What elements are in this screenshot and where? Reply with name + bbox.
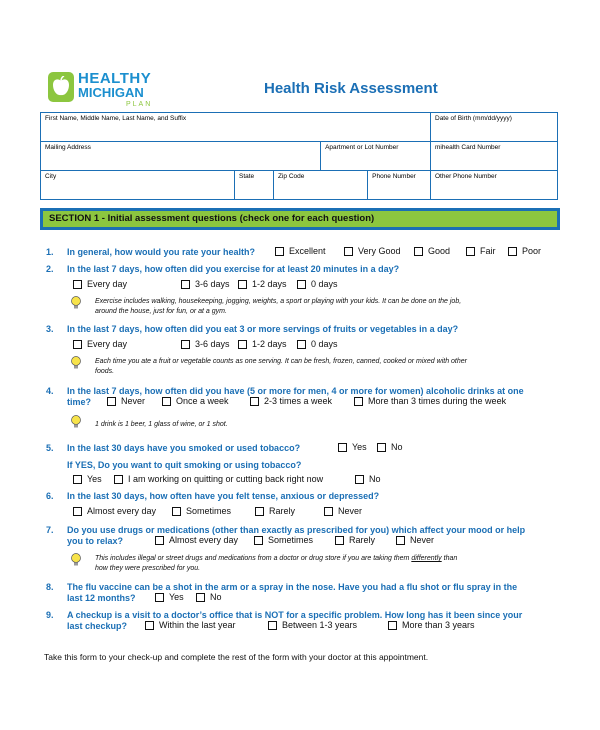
q8-option-no[interactable] — [196, 592, 222, 602]
q1-option-very-good[interactable] — [344, 246, 401, 256]
option-label: Yes — [169, 592, 184, 602]
q5-follow-option-no[interactable] — [355, 474, 381, 484]
option-label: Within the last year — [159, 620, 236, 630]
q8-text-line-2: last 12 months? — [67, 593, 136, 603]
checkbox[interactable] — [155, 536, 164, 545]
q8-text-line-1: The flu vaccine can be a shot in the arm or a spray in the nose. Have you had a flu shot or flu spray in the — [67, 582, 518, 592]
logo-line-1: HEALTHY — [78, 70, 152, 87]
phone-field[interactable] — [368, 171, 431, 200]
other-phone-field[interactable] — [431, 171, 558, 200]
checkbox[interactable] — [466, 247, 475, 256]
q9-number: 9. — [46, 610, 54, 620]
option-label: Almost every day — [169, 535, 239, 545]
mailing-address-field[interactable] — [41, 142, 321, 171]
section-title: SECTION 1 - Initial assessment questions (check one for each question) — [49, 213, 375, 224]
section-1-header — [40, 208, 560, 230]
option-label: Yes — [352, 442, 367, 452]
page-title: Health Risk Assessment — [264, 80, 438, 97]
q5-follow-option-yes[interactable] — [73, 474, 102, 484]
q7-option-sometimes[interactable] — [254, 535, 313, 545]
q7-text-line-1: Do you use drugs or medications (other than exactly as prescribed for you) which affect your mood or help — [67, 525, 526, 535]
option-label: No — [369, 474, 381, 484]
lightbulb-icon — [70, 415, 82, 429]
q6-number: 6. — [46, 491, 54, 501]
checkbox[interactable] — [255, 507, 264, 516]
q3-tip — [95, 357, 467, 376]
option-label: 2-3 times a week — [264, 396, 333, 406]
option-label: Sometimes — [186, 506, 232, 516]
q7-tip-line-2: how they were prescribed for you. — [95, 564, 201, 572]
card-number-field[interactable] — [431, 142, 558, 171]
lightbulb-icon — [70, 553, 82, 567]
checkbox[interactable] — [324, 507, 333, 516]
lightbulb-icon — [70, 356, 82, 370]
q7-option-rarely[interactable] — [335, 535, 375, 545]
checkbox[interactable] — [145, 621, 154, 630]
checkbox[interactable] — [73, 507, 82, 516]
q3-text: In the last 7 days, how often did you eat 3 or more servings of fruits or vegetables in a day? — [67, 324, 459, 334]
checkbox[interactable] — [73, 475, 82, 484]
q7-option-almost-every-day[interactable] — [155, 535, 238, 545]
apartment-field[interactable] — [321, 142, 431, 171]
checkbox[interactable] — [181, 280, 190, 289]
state-label: State — [239, 173, 255, 180]
option-label: I am working on quitting or cutting back right now — [128, 474, 324, 484]
q4-tip: 1 drink is 1 beer, 1 glass of wine, or 1 shot. — [95, 421, 228, 428]
checkbox[interactable] — [297, 340, 306, 349]
q6-option-never[interactable] — [324, 506, 362, 516]
option-label: Rarely — [349, 535, 376, 545]
q4-option-once-a-week[interactable] — [162, 396, 229, 406]
checkbox[interactable] — [114, 475, 123, 484]
option-label: Excellent — [289, 246, 326, 256]
checkbox[interactable] — [155, 593, 164, 602]
option-label: Every day — [87, 279, 128, 289]
option-label: Never — [410, 535, 435, 545]
checkbox[interactable] — [297, 280, 306, 289]
option-label: Sometimes — [268, 535, 314, 545]
q4-text-line-1: In the last 7 days, how often did you have (5 or more for men, 4 or more for women) alcoholic drinks at one — [67, 386, 524, 396]
checkbox[interactable] — [377, 443, 386, 452]
checkbox[interactable] — [238, 340, 247, 349]
option-label: 0 days — [311, 339, 338, 349]
checkbox[interactable] — [335, 536, 344, 545]
checkbox[interactable] — [268, 621, 277, 630]
q5-follow-text: If YES, Do you want to quit smoking or using tobacco? — [67, 460, 302, 470]
checkbox[interactable] — [396, 536, 405, 545]
card-label: mihealth Card Number — [435, 144, 501, 151]
option-label: Poor — [522, 246, 542, 256]
footer-instructions: Take this form to your check-up and complete the rest of the form with your doctor at this appointment. — [44, 652, 429, 662]
q2-option-0-days[interactable] — [297, 279, 338, 289]
option-label: Fair — [480, 246, 496, 256]
q3-tip-line-2: foods. — [95, 367, 115, 375]
q9-text-line-2: last checkup? — [67, 621, 128, 631]
checkbox[interactable] — [355, 475, 364, 484]
q3-number: 3. — [46, 324, 54, 334]
q7-tip-post: than — [441, 555, 458, 562]
checkbox[interactable] — [388, 621, 397, 630]
q6-text: In the last 30 days, how often have you felt tense, anxious or depressed? — [67, 491, 380, 501]
option-label: Never — [121, 396, 146, 406]
q1-option-good[interactable] — [414, 246, 450, 256]
option-label: More than 3 times during the week — [368, 396, 507, 406]
q1-number: 1. — [46, 247, 54, 257]
q7-tip — [95, 554, 457, 573]
phone-label: Phone Number — [372, 173, 416, 180]
q7-tip-emphasis: differently — [411, 555, 442, 562]
q4-text-line-2: time? — [67, 397, 92, 407]
option-label: 3-6 days — [195, 339, 230, 349]
lightbulb-icon — [70, 296, 82, 310]
healthy-michigan-logo — [48, 70, 178, 114]
q9-option-1-3-years[interactable] — [268, 620, 357, 630]
dob-label: Date of Birth (mm/dd/yyyy) — [435, 115, 512, 122]
option-label: Every day — [87, 339, 128, 349]
state-field[interactable] — [235, 171, 274, 200]
zip-label: Zip Code — [278, 173, 305, 180]
q4-option-2-3-times[interactable] — [250, 396, 332, 406]
checkbox[interactable] — [275, 247, 284, 256]
option-label: Rarely — [269, 506, 296, 516]
q7-option-never[interactable] — [396, 535, 434, 545]
option-label: 0 days — [311, 279, 338, 289]
member-info-table — [40, 112, 558, 200]
option-label: 1-2 days — [252, 339, 287, 349]
q4-number: 4. — [46, 386, 54, 396]
q7-number: 7. — [46, 525, 54, 535]
q8-option-yes[interactable] — [155, 592, 184, 602]
q6-option-sometimes[interactable] — [172, 506, 231, 516]
q1-option-fair[interactable] — [466, 246, 496, 256]
q1-option-poor[interactable] — [508, 246, 541, 256]
q2-option-1-2-days[interactable] — [238, 279, 287, 289]
city-field[interactable] — [41, 171, 235, 200]
checkbox[interactable] — [338, 443, 347, 452]
apartment-label: Apartment or Lot Number — [325, 144, 399, 151]
checkbox[interactable] — [172, 507, 181, 516]
option-label: 1-2 days — [252, 279, 287, 289]
option-label: 3-6 days — [195, 279, 230, 289]
checkbox[interactable] — [354, 397, 363, 406]
q7-tip-pre: This includes illegal or street drugs and medications from a doctor or drug store if you are taking them — [95, 555, 412, 562]
q3-tip-line-1: Each time you ate a fruit or vegetable counts as one serving. It can be fresh, frozen, canned, cooked or mixed with other — [95, 358, 467, 365]
q1-option-excellent[interactable] — [275, 246, 326, 256]
q3-option-1-2-days[interactable] — [238, 339, 287, 349]
q1-text: In general, how would you rate your health? — [67, 247, 256, 257]
q2-tip-line-1: Exercise includes walking, housekeeping, jogging, weights, a sport or playing with your kids. It can be done on the job, — [95, 298, 462, 305]
q2-option-every-day[interactable] — [73, 279, 127, 289]
city-label: City — [45, 173, 57, 180]
checkbox[interactable] — [73, 280, 82, 289]
checkbox[interactable] — [107, 397, 116, 406]
q9-option-more-than-3[interactable] — [388, 620, 475, 630]
checkbox[interactable] — [344, 247, 353, 256]
checkbox[interactable] — [414, 247, 423, 256]
q3-option-0-days[interactable] — [297, 339, 338, 349]
checkbox[interactable] — [250, 397, 259, 406]
q5-option-no[interactable] — [377, 442, 403, 452]
q5-text: In the last 30 days have you smoked or used tobacco? — [67, 443, 301, 453]
option-label: Between 1-3 years — [282, 620, 358, 630]
apple-icon — [48, 72, 74, 102]
q2-number: 2. — [46, 264, 54, 274]
option-label: Almost every day — [87, 506, 157, 516]
checkbox[interactable] — [508, 247, 517, 256]
option-label: Never — [338, 506, 363, 516]
name-label: First Name, Middle Name, Last Name, and Suffix — [45, 115, 187, 122]
q2-tip — [95, 297, 461, 316]
zip-field[interactable] — [274, 171, 368, 200]
checkbox[interactable] — [162, 397, 171, 406]
q5-follow-option-working[interactable] — [114, 474, 323, 484]
option-label: More than 3 years — [402, 620, 475, 630]
other-phone-label: Other Phone Number — [435, 173, 497, 180]
mailing-label: Mailing Address — [45, 144, 91, 151]
q8-number: 8. — [46, 582, 54, 592]
dob-field[interactable] — [431, 113, 558, 142]
q5-number: 5. — [46, 443, 54, 453]
q2-tip-line-2: around the house, just for fun, or at a gym. — [95, 307, 227, 315]
checkbox[interactable] — [73, 340, 82, 349]
q7-text-line-2: you to relax? — [67, 536, 124, 546]
q4-option-never[interactable] — [107, 396, 145, 406]
option-label: Very Good — [358, 246, 401, 256]
q6-option-rarely[interactable] — [255, 506, 295, 516]
q9-option-within-year[interactable] — [145, 620, 236, 630]
logo-line-3: PLAN — [126, 101, 153, 108]
checkbox[interactable] — [196, 593, 205, 602]
q3-option-every-day[interactable] — [73, 339, 127, 349]
name-field[interactable] — [41, 113, 431, 142]
q9-text-line-1: A checkup is a visit to a doctor’s office that is NOT for a specific problem. How long has it been since your — [67, 610, 523, 620]
checkbox[interactable] — [254, 536, 263, 545]
q3-option-3-6-days[interactable] — [181, 339, 230, 349]
option-label: Yes — [87, 474, 102, 484]
checkbox[interactable] — [181, 340, 190, 349]
checkbox[interactable] — [238, 280, 247, 289]
option-label: Once a week — [176, 396, 229, 406]
q5-option-yes[interactable] — [338, 442, 367, 452]
logo-line-2: MICHIGAN — [78, 85, 144, 100]
q2-option-3-6-days[interactable] — [181, 279, 230, 289]
q4-option-more-than-3[interactable] — [354, 396, 506, 406]
option-label: Good — [428, 246, 451, 256]
option-label: No — [210, 592, 222, 602]
q2-text: In the last 7 days, how often did you exercise for at least 20 minutes in a day? — [67, 264, 400, 274]
option-label: No — [391, 442, 403, 452]
q6-option-almost-every-day[interactable] — [73, 506, 156, 516]
